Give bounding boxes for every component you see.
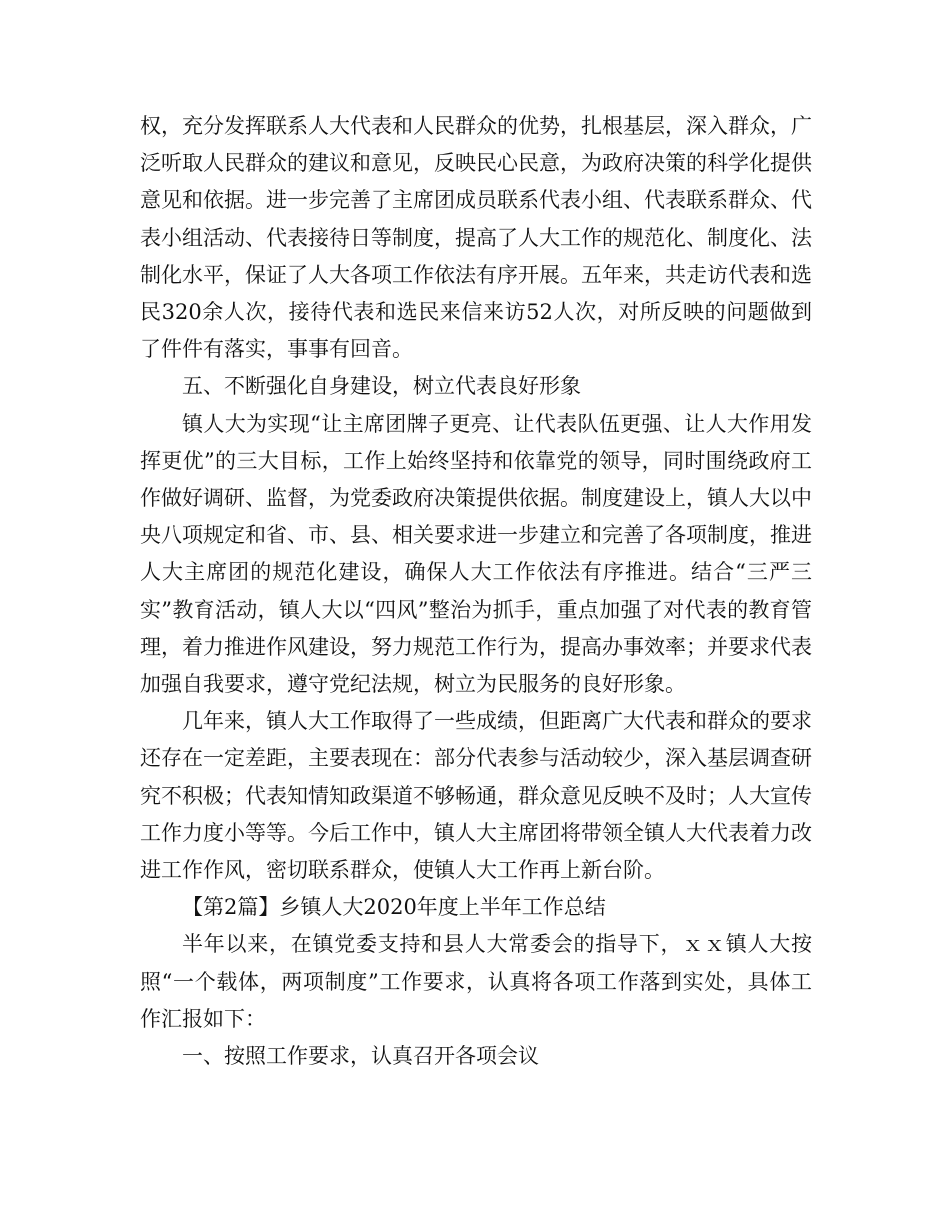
article-2-title: 【第2篇】乡镇人大2020年度上半年工作总结 bbox=[182, 895, 606, 920]
document-body bbox=[140, 108, 812, 1075]
paragraph-half-year-intro: 半年以来，在镇党委支持和县人大常委会的指导下，ｘｘ镇人大按照“一个载体，两项制度”工作要求，认真将各项工作落到实处，具体工作汇报如下： bbox=[140, 932, 812, 1031]
section-heading-1: 一、按照工作要求，认真召开各项会议 bbox=[182, 1044, 539, 1069]
paragraph-continuation: 权，充分发挥联系人大代表和人民群众的优势，扎根基层，深入群众，广泛听取人民群众的建议和意见，反映民心民意，为政府决策的科学化提供意见和依据。进一步完善了主席团成员联系代表小组、代表联系群众、代表小组活动、代表接待日等制度，提高了人大工作的规范化、制度化、法制化水平，保证了人大各项工作依法有序开展。五年来，共走访代表和选民320余人次，接待代表和选民来信来访52人次，对所反映的问题做到了件件有落实，事事有回音。 bbox=[140, 114, 812, 362]
paragraph-self-building: 镇人大为实现“让主席团牌子更亮、让代表队伍更强、让人大作用发挥更优”的三大目标，工作上始终坚持和依靠党的领导，同时围绕政府工作做好调研、监督，为党委政府决策提供依据。制度建设上，镇人大以中央八项规定和省、市、县、相关要求进一步建立和完善了各项制度，推进人大主席团的规范化建设，确保人大工作依法有序推进。结合“三严三实”教育活动，镇人大以“四风”整治为抓手，重点加强了对代表的教育管理，着力推进作风建设，努力规范工作行为，提高办事效率；并要求代表加强自我要求，遵守党纪法规，树立为民服务的良好形象。 bbox=[140, 411, 812, 697]
section-heading-5: 五、不断强化自身建设，树立代表良好形象 bbox=[182, 374, 581, 399]
paragraph-shortcomings: 几年来，镇人大工作取得了一些成绩，但距离广大代表和群众的要求还存在一定差距，主要表现在：部分代表参与活动较少，深入基层调查研究不积极；代表知情知政渠道不够畅通，群众意见反映不及时；人大宣传工作力度小等等。今后工作中，镇人大主席团将带领全镇人大代表着力改进工作作风，密切联系群众，使镇人大工作再上新台阶。 bbox=[140, 709, 812, 883]
